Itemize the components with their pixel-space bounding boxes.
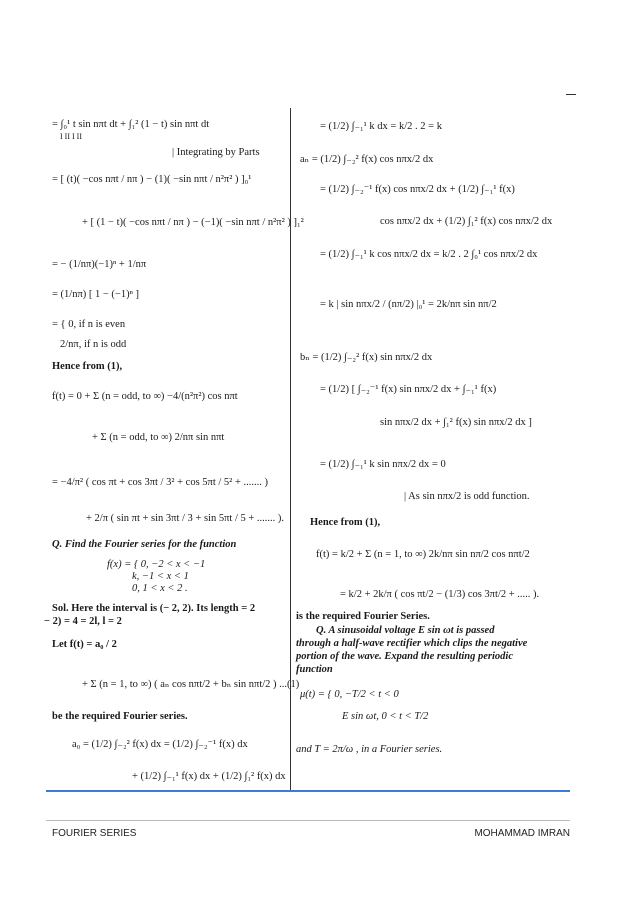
hence-label: Hence from (1), [310, 517, 381, 528]
math-line: + 2/π ( sin πt + sin 3πt / 3 + sin 5πt / 5 + ....... ). [86, 513, 285, 524]
question-text: function [296, 664, 333, 675]
parts-markers: I II I II [60, 132, 82, 141]
math-line: f(t) = 0 + Σ (n = odd, to ∞) −4/(n²π²) cos nπt [52, 391, 238, 402]
solution-text: − 2) = 4 = 2l, l = 2 [44, 616, 122, 627]
question-text: through a half-wave rectifier which clips the negative [296, 638, 528, 649]
hence-label: Hence from (1), [52, 361, 123, 372]
math-line: = k/2 + 2k/π ( cos πt/2 − (1/3) cos 3πt/2 + ..... ). [340, 589, 540, 600]
math-line: = (1/2) [ ∫₋₂⁻¹ f(x) sin nπx/2 dx + ∫₋₁¹ f(x) [320, 384, 497, 395]
statement-line: be the required Fourier series. [52, 711, 188, 722]
math-line: = (1/nπ) [ 1 − (−1)ⁿ ] [52, 289, 140, 300]
function-definition: E sin ωt, 0 < t < T/2 [342, 711, 429, 722]
footer-rule [46, 820, 570, 821]
math-line: + (1/2) ∫₋₁¹ f(x) dx + (1/2) ∫₁² f(x) dx [132, 771, 286, 782]
content-bottom-rule [46, 790, 570, 792]
question-heading: Q. A sinusoidal voltage E sin ωt is passed [316, 625, 495, 636]
math-line: Let f(t) = a₀ / 2 [52, 639, 117, 650]
function-definition: μ(t) = { 0, −T/2 < t < 0 [300, 689, 399, 700]
corner-tick [566, 94, 576, 95]
question-text: portion of the wave. Expand the resulting periodic [296, 651, 514, 662]
math-line: = ∫₀¹ t sin nπt dt + ∫₁² (1 − t) sin nπt dt [52, 119, 210, 130]
function-definition: k, −1 < x < 1 [132, 571, 189, 582]
math-line: = (1/2) ∫₋₁¹ k cos nπx/2 dx = k/2 . 2 ∫₀¹ cos nπx/2 dx [320, 249, 538, 260]
math-line: = (1/2) ∫₋₁¹ k sin nπx/2 dx = 0 [320, 459, 446, 470]
question-heading: Q. Find the Fourier series for the function [52, 539, 237, 550]
math-line: f(t) = k/2 + Σ (n = 1, to ∞) 2k/nπ sin nπ/2 cos nπt/2 [316, 549, 530, 560]
math-line: 2/nπ, if n is odd [60, 339, 127, 350]
side-note: | As sin nπx/2 is odd function. [404, 491, 530, 502]
math-line: + Σ (n = 1, to ∞) ( aₙ cos nπt/2 + bₙ sin nπt/2 ) ...(1) [82, 679, 300, 690]
math-line: bₙ = (1/2) ∫₋₂² f(x) sin nπx/2 dx [300, 352, 433, 363]
math-line: = − (1/nπ)(−1)ⁿ + 1/nπ [52, 259, 147, 270]
math-line: = [ (t)( −cos nπt / nπ ) − (1)( −sin nπt / n²π² ) ]₀¹ [52, 174, 252, 185]
math-line: a₀ = (1/2) ∫₋₂² f(x) dx = (1/2) ∫₋₂⁻¹ f(x) dx [72, 739, 248, 750]
math-line: + [ (1 − t)( −cos nπt / nπ ) − (−1)( −sin nπt / n²π² ) ]₁² [82, 217, 304, 228]
function-definition: f(x) = { 0, −2 < x < −1 [107, 559, 206, 570]
math-line: = −4/π² ( cos πt + cos 3πt / 3² + cos 5πt / 5² + ....... ) [52, 477, 268, 488]
math-line: = k | sin nπx/2 / (nπ/2) |₀¹ = 2k/nπ sin nπ/2 [320, 299, 497, 310]
side-note: | Integrating by Parts [172, 147, 260, 158]
footer-title: FOURIER SERIES [52, 828, 137, 839]
function-definition: 0, 1 < x < 2 . [132, 583, 188, 594]
math-line: = (1/2) ∫₋₂⁻¹ f(x) cos nπx/2 dx + (1/2) ∫₋₁¹ f(x) [320, 184, 515, 195]
math-line: = (1/2) ∫₋₁¹ k dx = k/2 . 2 = k [320, 121, 442, 132]
math-line: cos nπx/2 dx + (1/2) ∫₁² f(x) cos nπx/2 dx [380, 216, 553, 227]
math-line: aₙ = (1/2) ∫₋₂² f(x) cos nπx/2 dx [300, 154, 434, 165]
math-line: + Σ (n = odd, to ∞) 2/nπ sin nπt [92, 432, 225, 443]
math-line: and T = 2π/ω , in a Fourier series. [296, 744, 443, 755]
footer-author: MOHAMMAD IMRAN [474, 828, 570, 839]
math-line: sin nπx/2 dx + ∫₁² f(x) sin nπx/2 dx ] [380, 417, 532, 428]
math-line: = { 0, if n is even [52, 319, 126, 330]
solution-text: Sol. Here the interval is (− 2, 2). Its length = 2 [52, 603, 256, 614]
statement-line: is the required Fourier Series. [296, 611, 430, 622]
